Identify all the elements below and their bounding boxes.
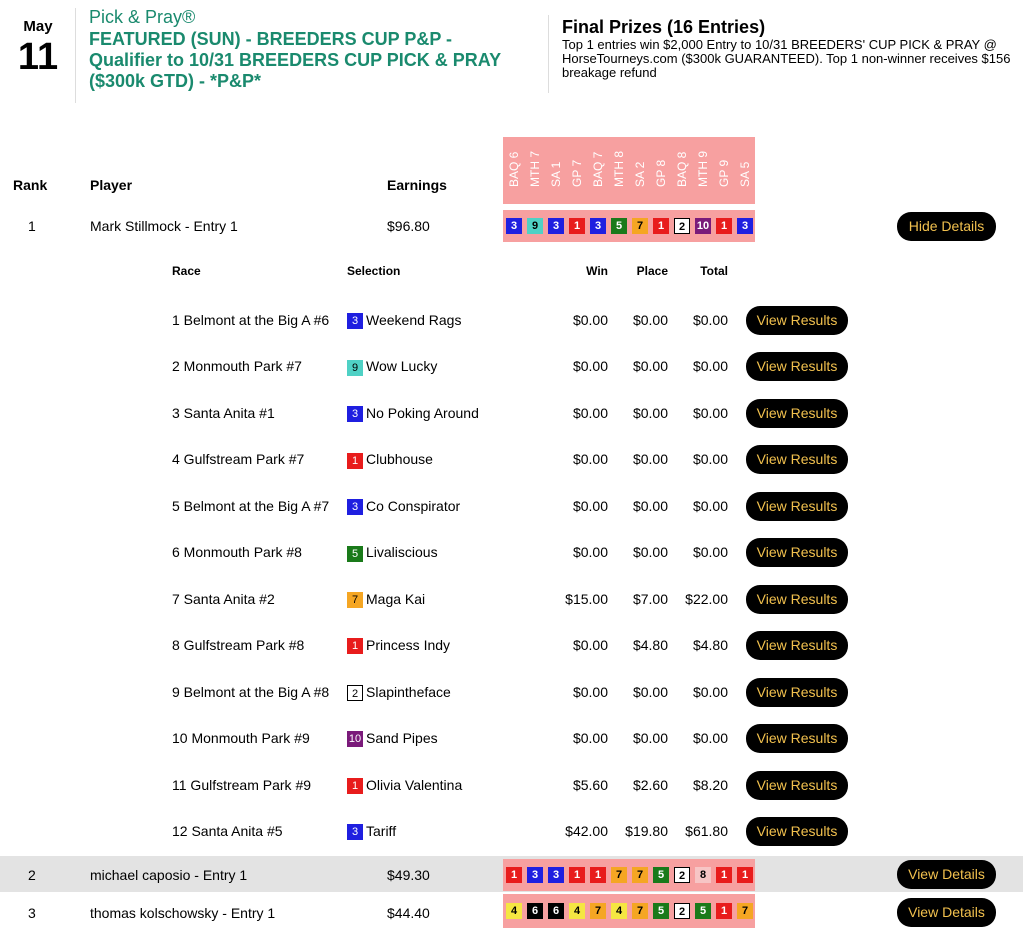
race-label-text: GP 8 — [653, 159, 668, 187]
rank-header: Rank — [13, 177, 48, 193]
race-name: 3 Santa Anita #1 — [172, 404, 275, 421]
race-label-text: SA 1 — [548, 161, 563, 187]
pick-strip — [503, 210, 755, 242]
horse-name: Olivia Valentina — [366, 776, 463, 793]
view-results-button[interactable]: View Results — [746, 445, 848, 474]
view-results-button[interactable]: View Results — [746, 817, 848, 846]
win-amount: $0.00 — [572, 451, 608, 468]
selection — [347, 634, 547, 656]
divider — [548, 15, 549, 93]
race-label-text: MTH 8 — [611, 151, 626, 187]
horse-name: Weekend Rags — [366, 312, 462, 328]
details-row — [0, 541, 1023, 587]
race-name: 4 Gulfstream Park #7 — [172, 451, 305, 468]
details-row — [0, 820, 1023, 866]
pick-badge: 7 — [611, 867, 627, 883]
contest-date — [14, 18, 62, 76]
place-amount: $0.00 — [632, 451, 668, 468]
race-label — [503, 139, 524, 199]
race-label — [692, 139, 713, 199]
horse-name: Clubhouse — [366, 451, 433, 468]
win-amount: $0.00 — [572, 683, 608, 700]
total-amount: $0.00 — [692, 730, 728, 747]
selection — [347, 448, 547, 470]
horse-name: Tariff — [366, 822, 397, 839]
race-name: 2 Monmouth Park #7 — [172, 358, 302, 375]
details-row — [0, 634, 1023, 680]
pick-badge: 9 — [527, 218, 543, 234]
selection-badge: 1 — [347, 638, 363, 654]
win-amount: $15.00 — [565, 590, 608, 607]
row-player: michael caposio - Entry 1 — [90, 867, 248, 883]
hide-details-button[interactable]: Hide Details — [897, 212, 996, 241]
view-details-button[interactable]: View Details — [897, 898, 996, 927]
place-amount: $0.00 — [632, 404, 668, 421]
details-total-header: Total — [700, 264, 728, 278]
selection — [347, 774, 547, 796]
total-amount: $0.00 — [692, 404, 728, 421]
pick-badge: 8 — [695, 867, 711, 883]
win-amount: $42.00 — [565, 822, 608, 839]
pick-badge: 10 — [696, 220, 710, 232]
race-label — [608, 139, 629, 199]
pick-badge: 4 — [611, 903, 627, 919]
view-results-button[interactable]: View Results — [746, 771, 848, 800]
view-results-button[interactable]: View Results — [746, 538, 848, 567]
details-row — [0, 309, 1023, 355]
pick-badge: 6 — [527, 903, 543, 919]
race-label-text: MTH 9 — [695, 151, 710, 187]
horse-name: Slapintheface — [366, 683, 451, 700]
row-player: Mark Stillmock - Entry 1 — [90, 218, 238, 234]
pick-badge: 5 — [611, 218, 627, 234]
race-labels-header — [503, 137, 755, 204]
place-amount: $0.00 — [632, 312, 668, 328]
place-amount: $2.60 — [632, 776, 668, 793]
pick-badge: 1 — [716, 867, 732, 883]
total-amount: $4.80 — [692, 637, 728, 654]
race-label-text: SA 5 — [737, 161, 752, 187]
selection — [347, 495, 547, 517]
place-amount: $0.00 — [632, 544, 668, 561]
details-row — [0, 402, 1023, 448]
race-label-text: SA 2 — [632, 161, 647, 187]
selection — [347, 541, 547, 563]
place-amount: $0.00 — [632, 358, 668, 375]
win-amount: $0.00 — [572, 404, 608, 421]
race-label — [524, 139, 545, 199]
date-day: 11 — [17, 36, 59, 78]
race-label-text: BAQ 8 — [674, 151, 689, 187]
race-label-text: MTH 7 — [527, 151, 542, 187]
row-earnings: $44.40 — [387, 905, 430, 921]
selection — [347, 309, 547, 331]
details-row — [0, 774, 1023, 820]
race-label-text: GP 7 — [569, 159, 584, 187]
leaderboard-row — [0, 210, 1023, 242]
divider — [75, 8, 76, 103]
pick-badge: 1 — [653, 218, 669, 234]
contest-header — [0, 0, 1023, 110]
leaderboard-row — [0, 892, 1023, 928]
race-label — [566, 139, 587, 199]
pick-badge: 1 — [506, 867, 522, 883]
pick-badge: 3 — [548, 867, 564, 883]
race-label — [713, 139, 734, 199]
pick-badge: 1 — [716, 218, 732, 234]
pick-badge: 6 — [548, 903, 564, 919]
pick-badge: 5 — [653, 867, 669, 883]
pick-badge: 1 — [590, 867, 606, 883]
row-rank: 3 — [28, 905, 36, 921]
details-race-header: Race — [172, 264, 201, 278]
pick-strip — [503, 894, 755, 928]
pick-badge: 3 — [737, 218, 753, 234]
total-amount: $61.80 — [685, 822, 728, 839]
race-label — [671, 139, 692, 199]
pick-badge: 5 — [653, 903, 669, 919]
place-amount: $4.80 — [632, 637, 668, 654]
total-amount: $0.00 — [692, 312, 728, 328]
selection-badge: 10 — [348, 733, 362, 746]
pick-badge: 7 — [590, 903, 606, 919]
details-selection-header: Selection — [347, 264, 401, 278]
selection-badge: 5 — [347, 546, 363, 562]
contest-title-block — [89, 7, 529, 92]
pick-badge: 7 — [632, 903, 648, 919]
prizes-title: Final Prizes (16 Entries) — [562, 17, 766, 37]
player-header: Player — [90, 177, 133, 193]
total-amount: $0.00 — [692, 497, 728, 514]
selection — [347, 681, 547, 703]
row-rank: 2 — [28, 867, 36, 883]
pick-badge: 5 — [695, 903, 711, 919]
pick-badge: 7 — [632, 867, 648, 883]
details-row — [0, 727, 1023, 773]
place-amount: $0.00 — [632, 497, 668, 514]
pick-badge: 1 — [737, 867, 753, 883]
view-results-button[interactable]: View Results — [746, 492, 848, 521]
horse-name: No Poking Around — [366, 404, 479, 421]
win-amount: $0.00 — [572, 730, 608, 747]
view-results-button[interactable]: View Results — [746, 306, 848, 335]
selection-badge: 3 — [347, 824, 363, 840]
race-label-text: BAQ 6 — [506, 151, 521, 187]
selection-badge: 3 — [347, 499, 363, 515]
details-row — [0, 448, 1023, 494]
horse-name: Maga Kai — [366, 590, 426, 607]
view-results-button[interactable]: View Results — [746, 631, 848, 660]
horse-name: Wow Lucky — [366, 358, 438, 375]
view-results-button[interactable]: View Results — [746, 399, 848, 428]
selection — [347, 727, 547, 749]
view-results-button[interactable]: View Results — [746, 724, 848, 753]
place-amount: $7.00 — [632, 590, 668, 607]
pick-badge: 4 — [506, 903, 522, 919]
horse-name: Livaliscious — [366, 544, 438, 561]
selection — [347, 402, 547, 424]
pick-badge: 4 — [569, 903, 585, 919]
date-month: May — [23, 18, 53, 35]
total-amount: $8.20 — [692, 776, 728, 793]
win-amount: $0.00 — [572, 544, 608, 561]
race-name: 12 Santa Anita #5 — [172, 822, 283, 839]
view-results-button[interactable]: View Results — [746, 352, 848, 381]
selection-badge: 3 — [347, 313, 363, 329]
row-earnings: $96.80 — [387, 218, 430, 234]
selection-badge: 2 — [347, 685, 363, 701]
race-name: 1 Belmont at the Big A #6 — [172, 312, 330, 328]
details-row — [0, 588, 1023, 634]
race-label — [587, 139, 608, 199]
view-results-button[interactable]: View Results — [746, 585, 848, 614]
total-amount: $22.00 — [685, 590, 728, 607]
selection-badge: 1 — [347, 453, 363, 469]
race-name: 7 Santa Anita #2 — [172, 590, 275, 607]
selection — [347, 820, 547, 842]
place-amount: $0.00 — [632, 683, 668, 700]
place-amount: $0.00 — [632, 730, 668, 747]
total-amount: $0.00 — [692, 683, 728, 700]
contest-name: FEATURED (SUN) - BREEDERS CUP P&P - Qualifier to 10/31 BREEDERS CUP PICK & PRAY ($300k GTD) - *P&P* — [89, 29, 501, 91]
selection-badge: 1 — [347, 778, 363, 794]
pick-badge: 7 — [737, 903, 753, 919]
total-amount: $0.00 — [692, 358, 728, 375]
pick-badge: 3 — [590, 218, 606, 234]
row-rank: 1 — [28, 218, 36, 234]
win-amount: $0.00 — [572, 312, 608, 328]
race-name: 10 Monmouth Park #9 — [172, 730, 310, 747]
view-results-button[interactable]: View Results — [746, 678, 848, 707]
horse-name: Co Conspirator — [366, 497, 461, 514]
view-details-button[interactable]: View Details — [897, 860, 996, 889]
race-name: 5 Belmont at the Big A #7 — [172, 497, 330, 514]
horse-name: Princess Indy — [366, 637, 451, 654]
prizes-block — [562, 17, 1012, 80]
win-amount: $0.00 — [572, 358, 608, 375]
race-label — [629, 139, 650, 199]
place-amount: $19.80 — [625, 822, 668, 839]
pick-badge: 1 — [569, 867, 585, 883]
race-name: 9 Belmont at the Big A #8 — [172, 683, 330, 700]
race-label-text: BAQ 7 — [590, 151, 605, 187]
prizes-description: Top 1 entries win $2,000 Entry to 10/31 BREEDERS' CUP PICK & PRAY @ HorseTourneys.com ($300k GUARANTEED). Top 1 non-winner receives $156 breakage refund — [562, 37, 1011, 80]
details-win-header: Win — [586, 264, 608, 278]
selection-badge: 9 — [347, 360, 363, 376]
race-name: 6 Monmouth Park #8 — [172, 544, 302, 561]
pick-badge: 1 — [569, 218, 585, 234]
race-label — [650, 139, 671, 199]
pick-badge: 3 — [548, 218, 564, 234]
race-label — [545, 139, 566, 199]
row-player: thomas kolschowsky - Entry 1 — [90, 905, 276, 921]
race-label-text: GP 9 — [716, 159, 731, 187]
race-name: 11 Gulfstream Park #9 — [172, 776, 312, 793]
pick-badge: 1 — [716, 903, 732, 919]
pick-badge: 2 — [674, 867, 690, 883]
pick-badge: 2 — [674, 903, 690, 919]
pick-badge: 3 — [506, 218, 522, 234]
total-amount: $0.00 — [692, 544, 728, 561]
race-label — [734, 139, 755, 199]
total-amount: $0.00 — [692, 451, 728, 468]
win-amount: $5.60 — [572, 776, 608, 793]
win-amount: $0.00 — [572, 497, 608, 514]
details-row — [0, 681, 1023, 727]
selection — [347, 588, 547, 610]
pick-badge: 7 — [632, 218, 648, 234]
selection-badge: 3 — [347, 406, 363, 422]
contest-brand: Pick & Pray® — [89, 7, 196, 27]
pick-badge: 2 — [674, 218, 690, 234]
race-name: 8 Gulfstream Park #8 — [172, 637, 305, 654]
selection-badge: 7 — [347, 592, 363, 608]
details-row — [0, 495, 1023, 541]
row-earnings: $49.30 — [387, 867, 430, 883]
earnings-header: Earnings — [387, 177, 447, 193]
pick-badge: 3 — [527, 867, 543, 883]
details-row — [0, 355, 1023, 401]
details-place-header: Place — [636, 264, 668, 278]
selection — [347, 355, 547, 377]
horse-name: Sand Pipes — [366, 730, 438, 747]
win-amount: $0.00 — [572, 637, 608, 654]
